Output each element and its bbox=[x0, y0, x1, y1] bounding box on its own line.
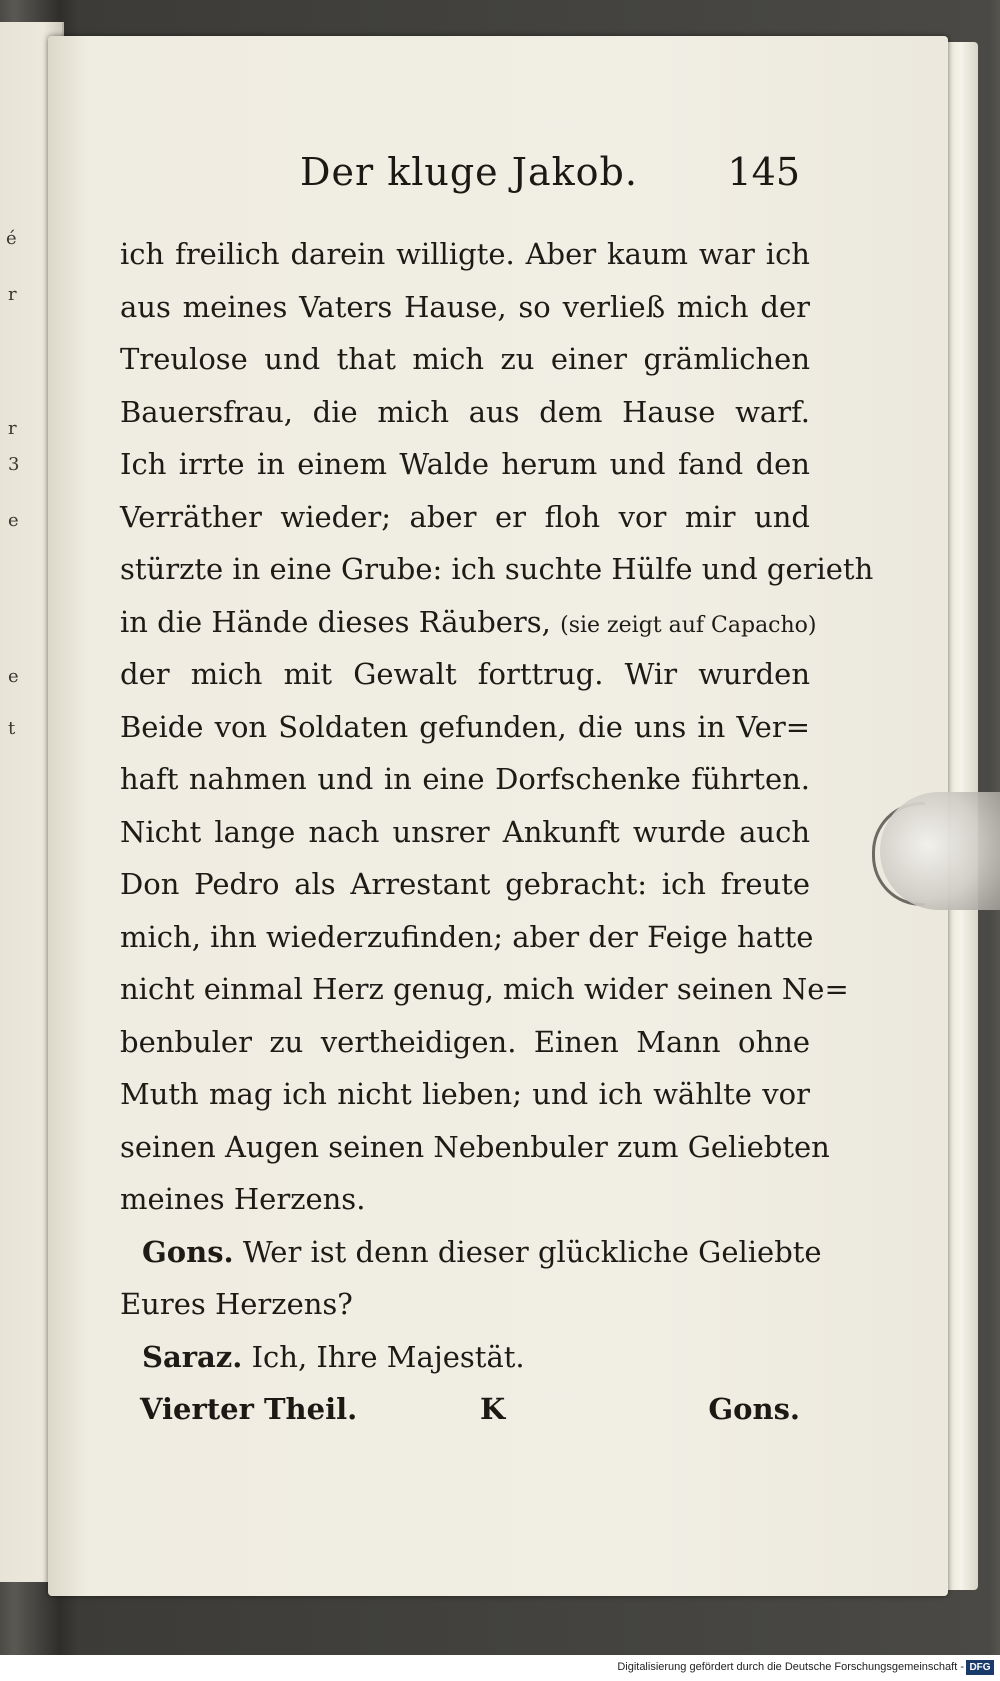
margin-glyph: é bbox=[6, 228, 17, 249]
text-line-with-aside bbox=[120, 596, 817, 649]
digitization-credit-bar bbox=[0, 1657, 1000, 1681]
running-title: Der kluge Jakob. bbox=[300, 150, 638, 194]
text-line: mich, ihn wiederzufinden; aber der Feige hatte bbox=[120, 919, 814, 954]
text-line: in die Hände dieses Räubers, bbox=[120, 604, 551, 639]
text-line: stürzte in eine Grube: ich suchte Hülfe und gerieth bbox=[120, 552, 874, 586]
dialogue-line bbox=[120, 1331, 810, 1384]
text-line: Treulose und that mich zu einer grämlichen bbox=[120, 342, 810, 376]
stage-direction: (sie zeigt auf Capacho) bbox=[560, 612, 817, 638]
page-clip bbox=[880, 792, 1000, 910]
dialogue-text: Wer ist denn dieser glückliche Geliebte bbox=[242, 1234, 822, 1269]
margin-glyph: e bbox=[8, 510, 19, 531]
text-line: Eures Herzens? bbox=[120, 1287, 353, 1321]
text-line: Beide von Soldaten gefunden, die uns in Ver= bbox=[120, 709, 810, 744]
margin-glyph: t bbox=[8, 718, 16, 739]
text-line: benbuler zu vertheidigen. Einen Mann ohne bbox=[120, 1024, 810, 1059]
text-line: seinen Augen seinen Nebenbuler zum Geliebten bbox=[120, 1129, 830, 1164]
text-line: Muth mag ich nicht lieben; und ich wählte vor bbox=[120, 1077, 810, 1111]
margin-glyph: r bbox=[8, 284, 17, 305]
speaker-name: Gons. bbox=[142, 1234, 234, 1269]
text-line: Ich irrte in einem Walde herum und fand den bbox=[120, 447, 810, 481]
text-line: Don Pedro als Arrestant gebracht: ich freute bbox=[120, 867, 810, 901]
page-header bbox=[300, 150, 800, 200]
text-line: aus meines Vaters Hause, so verließ mich der bbox=[120, 289, 810, 324]
text-line: Verräther wieder; aber er floh vor mir und bbox=[120, 499, 810, 534]
dfg-logo: DFG bbox=[966, 1660, 994, 1675]
text-line: Nicht lange nach unsrer Ankunft wurde auch bbox=[120, 814, 810, 849]
text-line: ich freilich darein willigte. Aber kaum war ich bbox=[120, 237, 810, 271]
text-line: meines Herzens. bbox=[120, 1182, 366, 1216]
margin-glyph: e bbox=[8, 666, 19, 687]
page-number: 145 bbox=[727, 150, 800, 194]
speaker-name: Saraz. bbox=[142, 1339, 243, 1374]
page-footer bbox=[140, 1392, 800, 1432]
text-line: nicht einmal Herz genug, mich wider seinen Ne= bbox=[120, 972, 849, 1006]
body-text bbox=[120, 228, 874, 1383]
margin-glyph: 3 bbox=[8, 454, 20, 475]
dialogue-line bbox=[120, 1226, 822, 1279]
credit-text: Digitalisierung gefördert durch die Deutsche Forschungsgemeinschaft - bbox=[617, 1661, 964, 1673]
dialogue-text: Ich, Ihre Majestät. bbox=[251, 1339, 525, 1374]
text-line: Bauersfrau, die mich aus dem Hause warf. bbox=[120, 394, 810, 429]
text-line: haft nahmen und in eine Dorfschenke führten. bbox=[120, 762, 810, 796]
sheet-signature-mark: K bbox=[480, 1392, 506, 1426]
margin-glyph: r bbox=[8, 418, 17, 439]
text-line: der mich mit Gewalt forttrug. Wir wurden bbox=[120, 657, 810, 691]
catchword: Gons. bbox=[708, 1392, 800, 1426]
signature-line: Vierter Theil. bbox=[140, 1392, 358, 1426]
